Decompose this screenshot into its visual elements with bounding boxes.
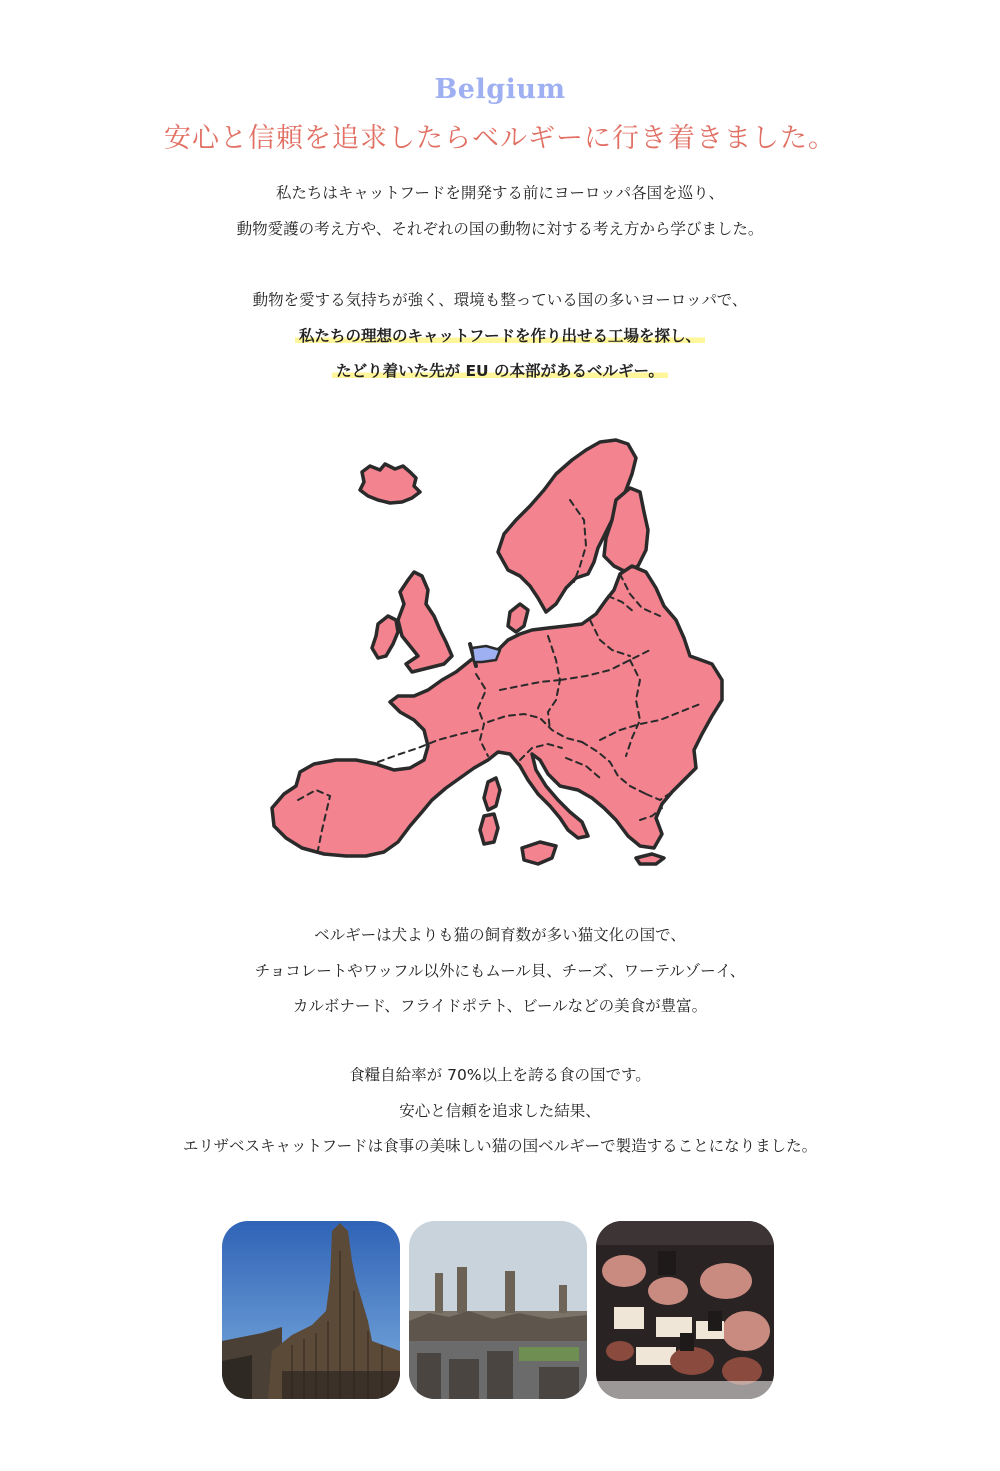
sardinia-shape (480, 814, 498, 844)
crete-shape (636, 854, 664, 864)
search-highlight-line-1 (0, 319, 1000, 355)
sicily-shape (522, 842, 556, 864)
food-display-photo (596, 1221, 774, 1399)
section-headline: 安心と信頼を追求したらベルギーに行き着きました。 (164, 123, 836, 154)
intro-line-2: 動物愛護の考え方や、それぞれの国の動物に対する考え方から学びました。 (236, 219, 764, 238)
search-line-1: 動物を愛する気持ちが強く、環境も整っている国の多いヨーロッパで、 (252, 291, 748, 309)
ireland-shape (372, 616, 398, 658)
culture-line-2: チョコレートやワッフル以外にもムール貝、チーズ、ワーテルゾーイ、 (254, 961, 746, 980)
iceland-shape (360, 464, 420, 503)
intro-line-1: 私たちはキャットフードを開発する前にヨーロッパ各国を巡り、 (275, 184, 725, 202)
culture-paragraph (0, 918, 1000, 1025)
search-paragraph (0, 283, 1000, 390)
great-britain-shape (398, 572, 452, 672)
denmark-shape (508, 604, 528, 632)
food-line-1: 食糧自給率が 70%以上を誇る食の国です。 (349, 1066, 651, 1084)
section-eyebrow: Belgium (434, 74, 566, 105)
food-paragraph (0, 1058, 1000, 1165)
europe-map (265, 430, 735, 880)
mainland-europe-shape (272, 566, 722, 856)
food-line-3: エリザベスキャットフードは食事の美味しい猫の国ベルギーで製造することになりました。 (182, 1137, 818, 1155)
highlighted-text: たどり着いた先が EU の本部があるベルギー。 (332, 362, 668, 380)
city-skyline-photo (409, 1221, 587, 1399)
town-hall-photo (222, 1221, 400, 1399)
photo-gallery (222, 1221, 778, 1399)
corsica-shape (484, 778, 500, 810)
search-highlight-line-2 (0, 354, 1000, 390)
intro-paragraph (0, 176, 1000, 247)
highlighted-text: 私たちの理想のキャットフードを作り出せる工場を探し、 (295, 327, 705, 345)
culture-line-3: カルボナード、フライドポテト、ビールなどの美食が豊富。 (292, 997, 708, 1015)
food-line-2: 安心と信頼を追求した結果、 (399, 1101, 601, 1120)
culture-line-1: ベルギーは犬よりも猫の飼育数が多い猫文化の国で、 (314, 926, 686, 944)
